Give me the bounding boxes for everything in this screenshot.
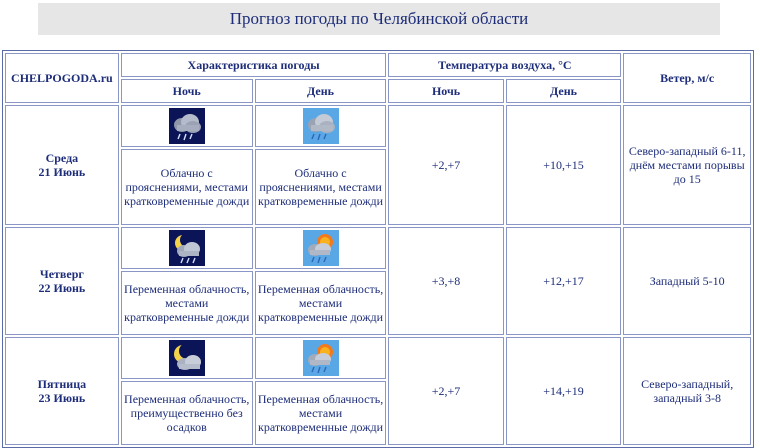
site-brand[interactable]: CHELPOGODA.ru: [5, 53, 119, 103]
day-description: Переменная облачность, местами кратковременные дожди: [255, 271, 387, 335]
temp-day: +12,+17: [506, 227, 622, 335]
night-description: Переменная облачность, местами кратковременные дожди: [121, 271, 253, 335]
day-icon-cell: [255, 337, 387, 379]
day-description: Переменная облачность, местами кратковременные дожди: [255, 381, 387, 445]
day-description: Облачно с прояснениями, местами кратковременные дожди: [255, 149, 387, 225]
sun-cloud-rain-icon: [303, 340, 339, 376]
night-icon-cell: [121, 105, 253, 147]
temp-night: +3,+8: [388, 227, 503, 335]
night-icon-cell: [121, 227, 253, 269]
weekday: Пятница: [37, 377, 87, 391]
header-temp-night: Ночь: [388, 79, 503, 103]
page-title: Прогноз погоды по Челябинской области: [38, 3, 720, 35]
wind: Северо-западный 6-11, днём местами порывы до 15: [623, 105, 751, 225]
night-description: Облачно с прояснениями, местами кратковременные дожди: [121, 149, 253, 225]
wind: Западный 5-10: [623, 227, 751, 335]
header-wind: Ветер, м/с: [623, 53, 751, 103]
night-icon-cell: [121, 337, 253, 379]
moon-cloud-rain-icon: [169, 230, 205, 266]
temp-day: +14,+19: [506, 337, 622, 445]
weekday: Четверг: [39, 267, 84, 281]
date-cell: [5, 337, 119, 445]
date-cell: [5, 227, 119, 335]
date: 22 Июнь: [38, 281, 86, 295]
header-temperature: Температура воздуха, °C: [388, 53, 621, 77]
forecast-table: [2, 50, 754, 448]
wind: Северо-западный, западный 3-8: [623, 337, 751, 445]
cloud-rain-day-icon: [303, 108, 339, 144]
sun-cloud-rain-icon: [303, 230, 339, 266]
moon-cloud-icon: [169, 340, 205, 376]
header-weather: Характеристика погоды: [121, 53, 387, 77]
header-weather-night: Ночь: [121, 79, 253, 103]
cloud-rain-night-icon: [169, 108, 205, 144]
day-icon-cell: [255, 105, 387, 147]
temp-night: +2,+7: [388, 337, 503, 445]
temp-day: +10,+15: [506, 105, 622, 225]
temp-night: +2,+7: [388, 105, 503, 225]
weekday: Среда: [45, 151, 79, 165]
header-weather-day: День: [255, 79, 387, 103]
date: 23 Июнь: [38, 391, 86, 405]
date: 21 Июнь: [38, 165, 86, 179]
night-description: Переменная облачность, преимущественно без осадков: [121, 381, 253, 445]
header-temp-day: День: [506, 79, 622, 103]
day-icon-cell: [255, 227, 387, 269]
date-cell: [5, 105, 119, 225]
